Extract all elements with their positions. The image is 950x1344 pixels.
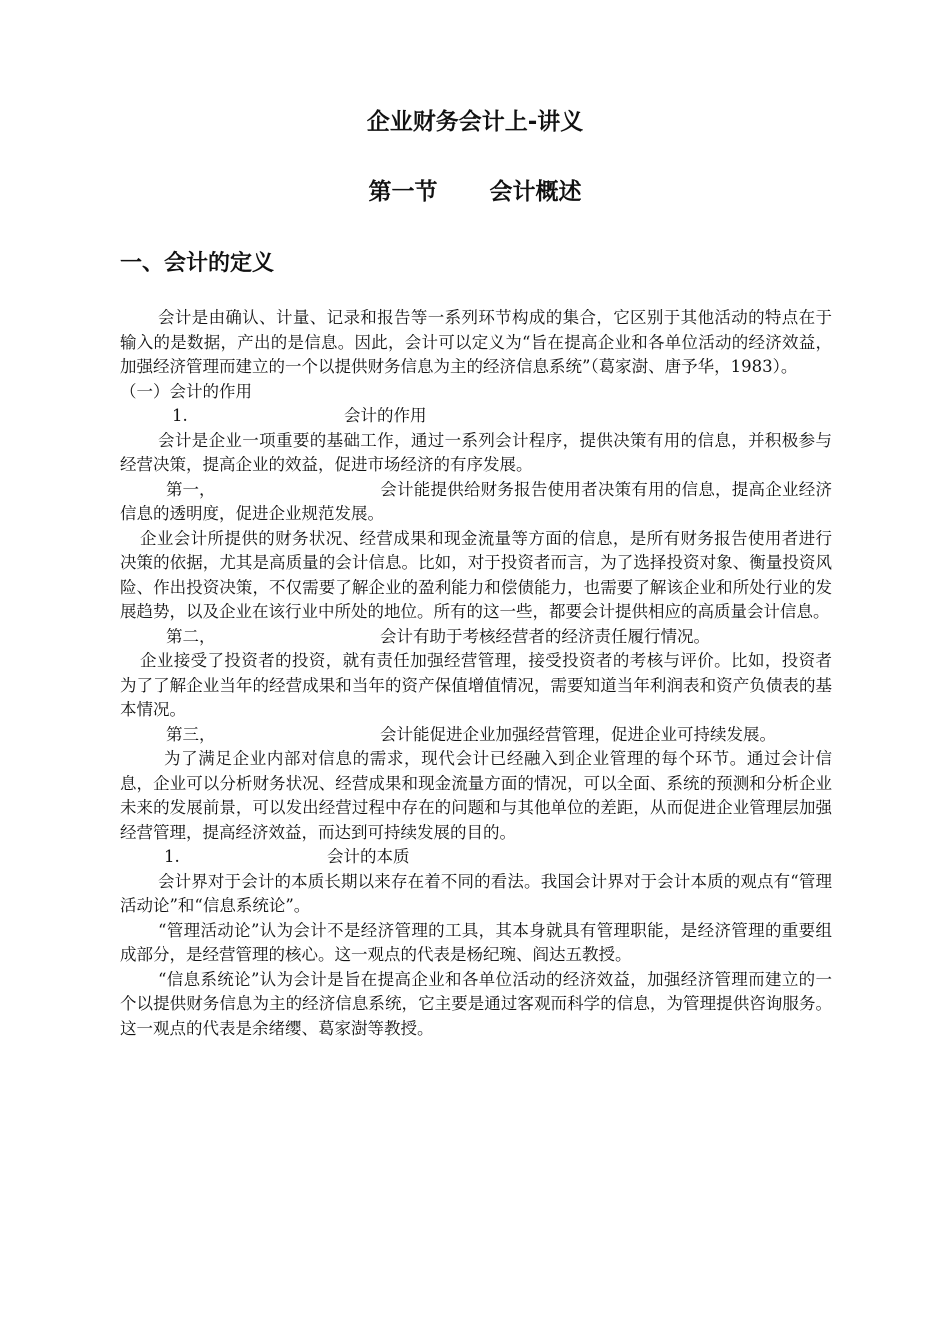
paragraph-second-detail: 企业接受了投资者的投资，就有责任加强经营管理，接受投资者的考核与评价。比如，投资者为了了解企业当年的经营成果和当年的资产保值增值情况，需要知道当年利润表和资产负债表的基本情况。 (120, 651, 832, 719)
section-number: 第一节 (368, 179, 438, 205)
section-title (0, 176, 950, 208)
item-title: 会计的作用 (344, 406, 427, 425)
point-second-label: 第二， (166, 626, 216, 646)
item-accounting-role (120, 404, 832, 429)
subheading-accounting-role: （一）会计的作用 (120, 381, 252, 401)
point-second (120, 625, 832, 650)
point-first-label: 第一， (166, 479, 216, 499)
point-third-label: 第三， (166, 724, 216, 744)
point-first-text: 会计能提供给财务报告使用者决策有用的信息，提高企业经济信息的透明度，促进企业规范发展。 (120, 479, 832, 523)
heading-accounting-definition: 一、会计的定义 (120, 251, 275, 276)
document-title: 企业财务会计上-讲义 (366, 109, 584, 135)
paragraph-information-theory: “信息系统论”认为会计是旨在提高企业和各单位活动的经济效益，加强经济管理而建立的一个以提供财务信息为主的经济信息系统，它主要是通过客观而科学的信息，为管理提供咨询服务。这一观点的代表是余绪缨、葛家澍等教授。 (120, 969, 832, 1038)
paragraph-definition: 会计是由确认、计量、记录和报告等一系列环节构成的集合，它区别于其他活动的特点在于输入的是数据，产出的是信息。因此，会计可以定义为“旨在提高企业和各单位活动的经济效益，加强经济管理而建立的一个以提供财务信息为主的经济信息系统”（葛家澍、唐予华，1983）。 (120, 308, 832, 376)
point-third (120, 723, 832, 748)
point-second-text: 会计有助于考核经营者的经济责任履行情况。 (380, 626, 710, 646)
paragraph-role: 会计是企业一项重要的基础工作，通过一系列会计程序，提供决策有用的信息，并积极参与经营决策，提高企业的效益，促进市场经济的有序发展。 (120, 430, 832, 474)
point-third-text: 会计能促进企业加强经营管理，促进企业可持续发展。 (380, 724, 776, 744)
item-number: 1. (172, 406, 188, 425)
paragraph-third-detail: 为了满足企业内部对信息的需求，现代会计已经融入到企业管理的每个环节。通过会计信息，企业可以分析财务状况、经营成果和现金流量方面的情况，可以全面、系统的预测和分析企业未来的发展前景，可以发出经营过程中存在的问题和与其他单位的差距，从而促进企业管理层加强经营管理，提高经济效益，而达到可持续发展的目的。 (120, 749, 832, 842)
item-number: 1. (164, 847, 180, 866)
document-body (120, 306, 832, 1041)
paragraph-management-theory: “管理活动论”认为会计不是经济管理的工具，其本身就具有管理职能，是经济管理的重要组成部分，是经营管理的核心。这一观点的代表是杨纪琬、阎达五教授。 (120, 920, 832, 964)
item-title: 会计的本质 (327, 847, 410, 866)
paragraph-first-detail: 企业会计所提供的财务状况、经营成果和现金流量等方面的信息，是所有财务报告使用者进行决策的依据，尤其是高质量的会计信息。比如，对于投资者而言，为了选择投资对象、衡量投资风险、作出投资决策，不仅需要了解企业的盈利能力和偿债能力，也需要了解该企业和所处行业的发展趋势，以及企业在该行业中所处的地位。所有的这一些，都要会计提供相应的高质量会计信息。 (120, 528, 832, 621)
item-accounting-nature (120, 845, 832, 870)
paragraph-nature: 会计界对于会计的本质长期以来存在着不同的看法。我国会计界对于会计本质的观点有“管理活动论”和“信息系统论”。 (120, 871, 832, 915)
section-name: 会计概述 (489, 179, 582, 205)
point-first (120, 478, 832, 527)
